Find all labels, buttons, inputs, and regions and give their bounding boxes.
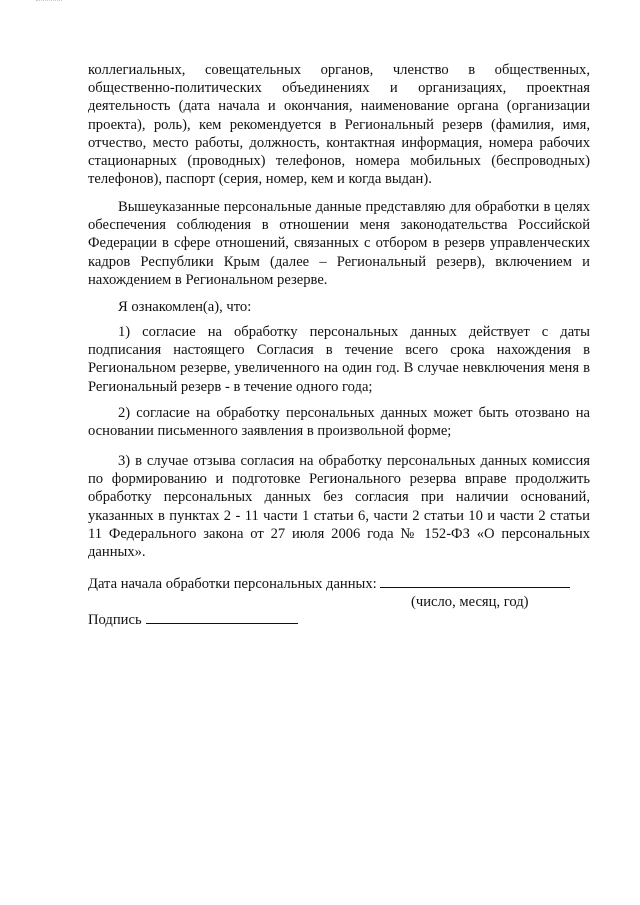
signature-field-row (88, 609, 298, 629)
date-label: Дата начала обработки персональных данных: (88, 576, 377, 592)
paragraph-personal-data-list: коллегиальных, совещательных органов, членство в общественных, общественно-политических объединениях и организациях, проектная деятельность (дата начала и окончания, наименование органа (организации проекта), роль), кем рекомендуется в Региональный резерв (фамилия, имя, отчество, место работы, должность, контактная информация, номера рабочих стационарных (проводных) телефонов, номера мобильных (беспроводных) телефонов), паспорт (серия, номер, кем и когда выдан). (88, 62, 590, 188)
signature-blank-line[interactable] (146, 609, 298, 624)
paragraph-item-2: 2) согласие на обработку персональных данных может быть отозвано на основании письменного заявления в произвольной форме; (88, 405, 590, 440)
paragraph-acknowledged: Я ознакомлен(а), что: (118, 299, 252, 315)
signature-label: Подпись (88, 612, 142, 628)
date-blank-line[interactable] (380, 573, 570, 588)
date-hint: (число, месяц, год) (411, 594, 529, 610)
paragraph-item-1: 1) согласие на обработку персональных данных действует с даты подписания настоящего Согласия в течение всего срока нахождения в Региональном резерве, увеличенного на один год. В случае невключения меня в Региональный резерв - в течение одного года; (88, 324, 590, 395)
paragraph-item-3: 3) в случае отзыва согласия на обработку персональных данных комиссия по формированию и подготовке Регионального резерва вправе продолжить обработку персональных данных без согласия при наличии оснований, указанных в пунктах 2 - 11 части 1 статьи 6, части 2 статьи 10 и части 2 статьи 11 Федерального закона от 27 июля 2006 года № 152-ФЗ «О персональных данных». (88, 453, 590, 561)
date-field-row (88, 573, 570, 593)
paragraph-purpose: Вышеуказанные персональные данные представляю для обработки в целях обеспечения соблюдения в отношении меня законодательства Российской Федерации в сфере отношений, связанных с отбором в резерв управленческих кадров Республики Крым (далее – Региональный резерв), включением и нахождением в Региональном резерве. (88, 199, 590, 288)
scan-artifact (36, 0, 62, 4)
